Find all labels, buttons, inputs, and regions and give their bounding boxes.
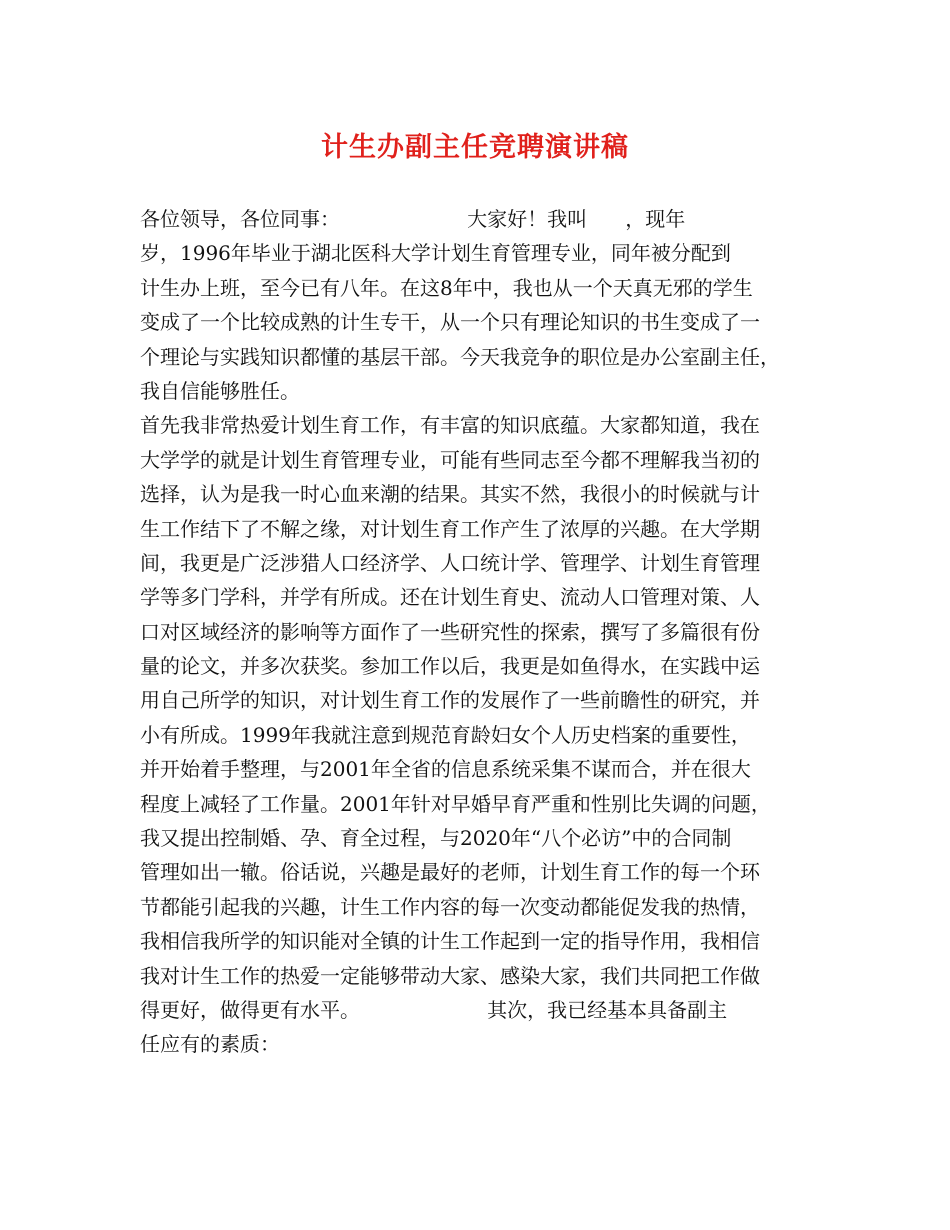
text-line: 任应有的素质： xyxy=(140,1032,280,1057)
text-line: 间，我更是广泛涉猎人口经济学、人口统计学、管理学、计划生育管理 xyxy=(140,550,760,575)
document-body xyxy=(140,202,830,1062)
text-line: 生工作结下了不解之缘，对计划生育工作产生了浓厚的兴趣。在大学期 xyxy=(140,516,760,541)
text-line: 个理论与实践知识都懂的基层干部。今天我竞争的职位是办公室副主任， xyxy=(140,344,780,369)
text-line: 我对计生工作的热爱一定能够带动大家、感染大家，我们共同把工作做 xyxy=(140,963,760,988)
text-line: 管理如出一辙。俗话说，兴趣是最好的老师，计划生育工作的每一个环 xyxy=(140,860,760,885)
text-line: 大学学的就是计划生育管理专业，可能有些同志至今都不理解我当初的 xyxy=(140,447,760,472)
text-line: 用自己所学的知识，对计划生育工作的发展作了一些前瞻性的研究，并 xyxy=(140,688,760,713)
text-line: 并开始着手整理，与2001年全省的信息系统采集不谋而合，并在很大 xyxy=(140,757,751,782)
text-line: 口对区域经济的影响等方面作了一些研究性的探索，撰写了多篇很有份 xyxy=(140,619,760,644)
text-line: 得更好，做得更有水平。 其次，我已经基本具备副主 xyxy=(140,997,728,1022)
text-line: 节都能引起我的兴趣，计生工作内容的每一次变动都能促发我的热情， xyxy=(140,894,760,919)
text-line: 学等多门学科，并学有所成。还在计划生育史、流动人口管理对策、人 xyxy=(140,585,760,610)
text-line: 各位领导，各位同事： 大家好！我叫 ，现年 xyxy=(140,207,686,231)
text-line: 选择，认为是我一时心血来潮的结果。其实不然，我很小的时候就与计 xyxy=(140,482,760,507)
text-line: 首先我非常热爱计划生育工作，有丰富的知识底蕴。大家都知道，我在 xyxy=(140,413,760,438)
text-line: 我相信我所学的知识能对全镇的计生工作起到一定的指导作用，我相信 xyxy=(140,929,760,954)
text-line: 岁，1996年毕业于湖北医科大学计划生育管理专业，同年被分配到 xyxy=(140,241,731,266)
text-line: 我又提出控制婚、孕、育全过程，与2020年“八个必访”中的合同制 xyxy=(140,826,732,851)
text-line: 变成了一个比较成熟的计生专干，从一个只有理论知识的书生变成了一 xyxy=(140,310,760,335)
text-line: 量的论文，并多次获奖。参加工作以后，我更是如鱼得水，在实践中运 xyxy=(140,654,760,679)
text-line: 程度上减轻了工作量。2001年针对早婚早育严重和性别比失调的问题， xyxy=(140,791,771,816)
document-title: 计生办副主任竞聘演讲稿 xyxy=(321,132,629,163)
text-line: 小有所成。1999年我就注意到规范育龄妇女个人历史档案的重要性， xyxy=(140,722,751,747)
text-line: 我自信能够胜任。 xyxy=(140,378,300,403)
text-line: 计生办上班，至今已有八年。在这8年中，我也从一个天真无邪的学生 xyxy=(140,275,753,300)
